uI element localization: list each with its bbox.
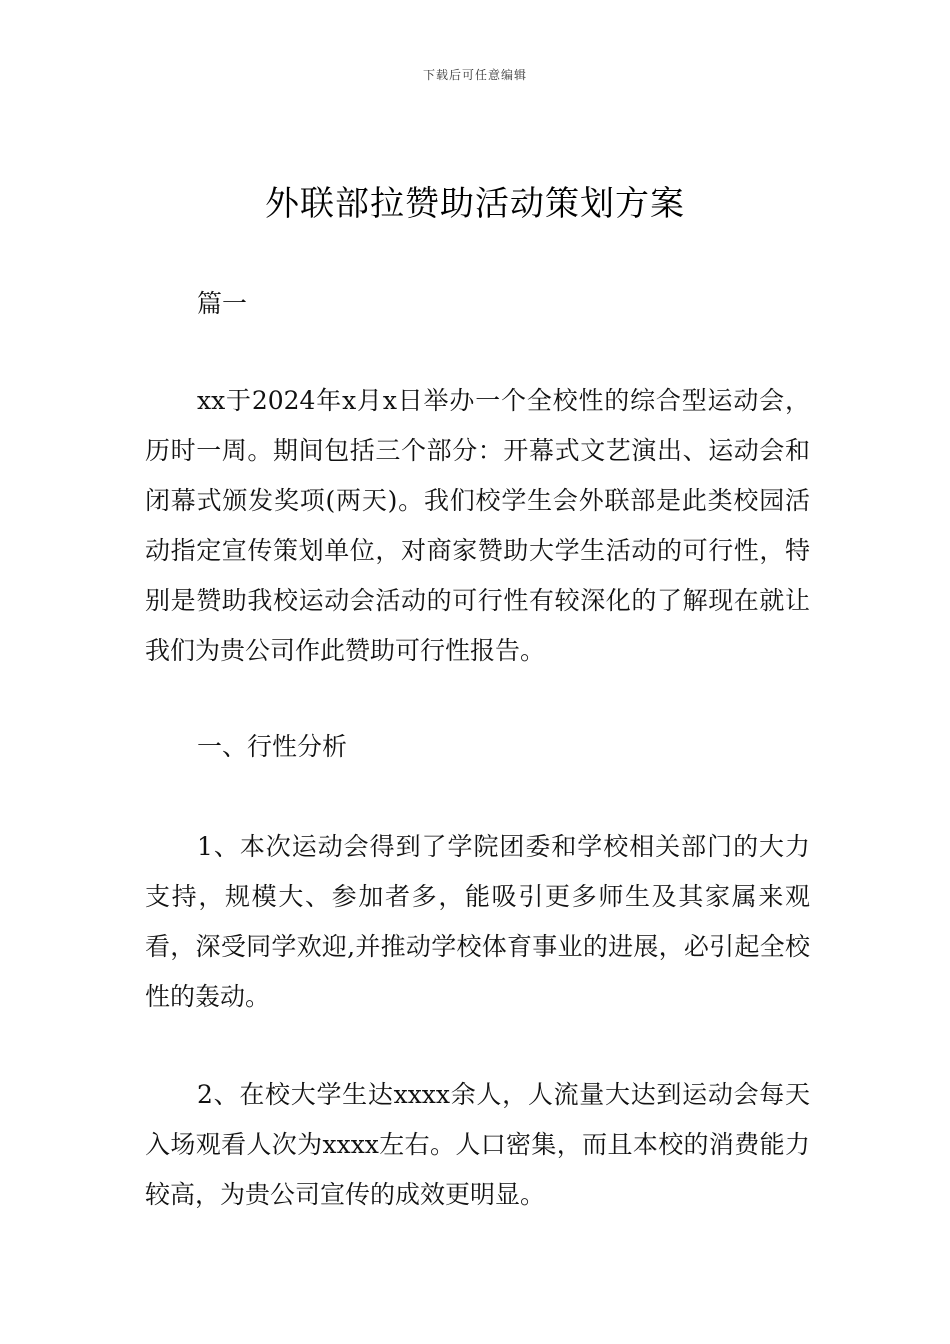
intro-paragraph: xx于2024年x月x日举办一个全校性的综合型运动会，历时一周。期间包括三个部分：开幕式文艺演出、运动会和闭幕式颁发奖项(两天)。我们校学生会外联部是此类校园活动指定宣传策划单位，对商家赞助大学生活动的可行性，特别是赞助我校运动会活动的可行性有较深化的了解现在就让我们为贵公司作此赞助可行性报告。 <box>145 386 810 665</box>
header-note: 下载后可任意编辑 <box>422 68 527 82</box>
section-heading: 一、行性分析 <box>197 732 348 761</box>
document-title: 外联部拉赞助活动策划方案 <box>265 184 685 224</box>
point-paragraph-1: 1、本次运动会得到了学院团委和学校相关部门的大力支持，规模大、参加者多，能吸引更多师生及其家属来观看，深受同学欢迎,并推动学校体育事业的进展，必引起全校性的轰动。 <box>145 832 810 1011</box>
section-label: 篇一 <box>197 289 248 318</box>
point-paragraph-2: 2、在校大学生达xxxx余人，人流量大达到运动会每天入场观看人次为xxxx左右。人口密集，而且本校的消费能力较高，为贵公司宣传的成效更明显。 <box>145 1080 810 1209</box>
